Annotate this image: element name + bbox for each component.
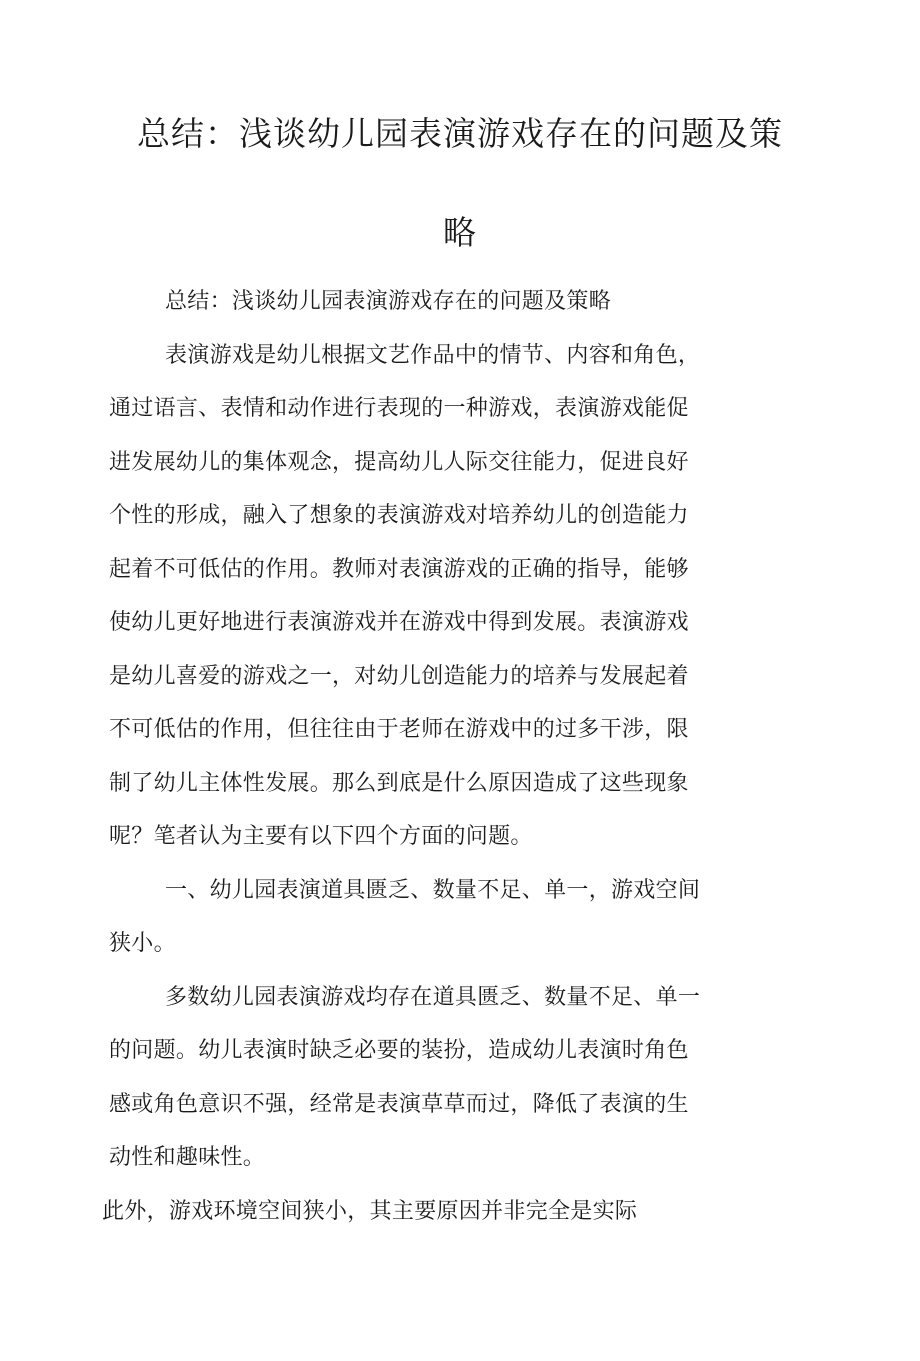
paragraph-1-line-3: 进发展幼儿的集体观念，提高幼儿人际交往能力，促进良好 <box>109 450 689 475</box>
paragraph-1-line-8: 不可低估的作用，但往往由于老师在游戏中的过多干涉，限 <box>109 717 689 742</box>
paragraph-1-line-1: 表演游戏是幼儿根据文艺作品中的情节、内容和角色， <box>165 343 701 368</box>
paragraph-2-line-1: 多数幼儿园表演游戏均存在道具匮乏、数量不足、单一 <box>165 985 701 1010</box>
section-heading-line-1: 一、幼儿园表演道具匮乏、数量不足、单一，游戏空间 <box>165 878 701 903</box>
paragraph-1-line-10: 呢？笔者认为主要有以下四个方面的问题。 <box>109 824 533 849</box>
paragraph-2-line-2: 的问题。幼儿表演时缺乏必要的装扮，造成幼儿表演时角色 <box>109 1038 689 1063</box>
document-title-line-1: 总结：浅谈幼儿园表演游戏存在的问题及策 <box>137 114 783 153</box>
paragraph-1-line-4: 个性的形成，融入了想象的表演游戏对培养幼儿的创造能力 <box>109 503 689 528</box>
paragraph-1-line-7: 是幼儿喜爱的游戏之一，对幼儿创造能力的培养与发展起着 <box>109 664 689 689</box>
paragraph-2-line-3: 感或角色意识不强，经常是表演草草而过，降低了表演的生 <box>109 1092 689 1117</box>
paragraph-1-line-5: 起着不可低估的作用。教师对表演游戏的正确的指导，能够 <box>109 557 689 582</box>
paragraph-1-line-6: 使幼儿更好地进行表演游戏并在游戏中得到发展。表演游戏 <box>109 610 689 635</box>
subtitle-line: 总结：浅谈幼儿园表演游戏存在的问题及策略 <box>165 289 612 314</box>
paragraph-2-line-4: 动性和趣味性。 <box>109 1145 266 1170</box>
document-title-line-2: 略 <box>443 213 477 252</box>
paragraph-1-line-2: 通过语言、表情和动作进行表现的一种游戏，表演游戏能促 <box>109 396 689 421</box>
paragraph-3-line-1: 此外，游戏环境空间狭小，其主要原因并非完全是实际 <box>102 1199 638 1224</box>
paragraph-1-line-9: 制了幼儿主体性发展。那么到底是什么原因造成了这些现象 <box>109 771 689 796</box>
section-heading-line-2: 狭小。 <box>109 931 176 956</box>
